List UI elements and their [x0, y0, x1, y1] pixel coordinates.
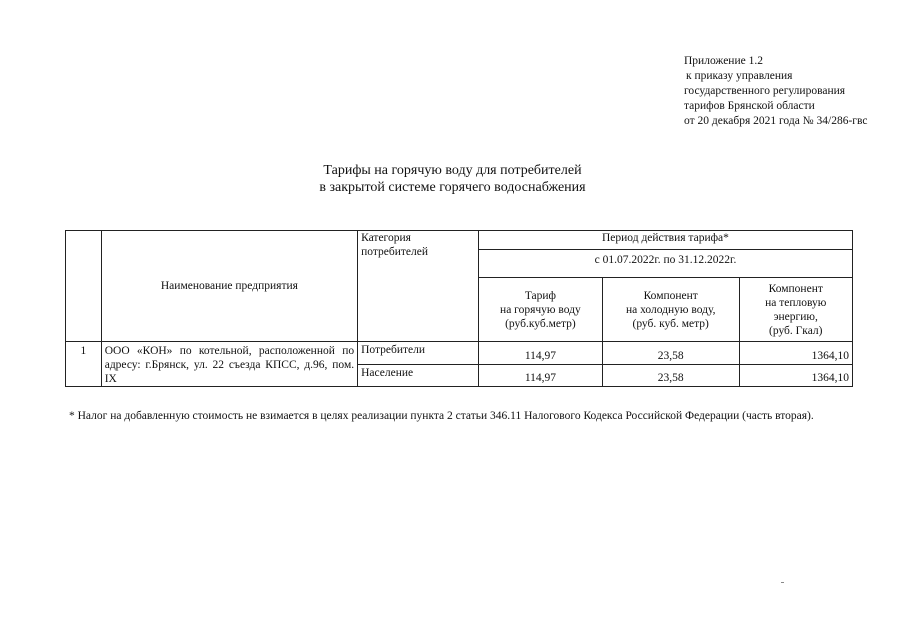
header-category-cell	[358, 231, 479, 342]
cold-value: 23,58	[657, 372, 684, 384]
row-tariff-cell	[478, 342, 602, 365]
header-heat-line: на тепловую	[765, 296, 827, 309]
scan-speck	[781, 582, 784, 583]
annex-line: тарифов Брянской области	[684, 100, 815, 112]
header-heat-line: Компонент	[768, 282, 823, 295]
table-row	[66, 342, 853, 365]
header-cold-cell	[602, 278, 739, 342]
header-tariff-line: Тариф	[524, 289, 557, 302]
row-heat-cell	[739, 342, 853, 365]
row-cold-cell	[602, 342, 739, 365]
footnote: * Налог на добавленную стоимость не взимается в целях реализации пункта 2 статьи 346.11 Налогового Кодекса Российской Федерации (часть вторая).	[69, 410, 814, 422]
row-cold-cell	[602, 365, 739, 387]
category-population: Население	[361, 367, 414, 379]
header-tariff-line: на горячую воду	[500, 303, 581, 316]
header-cold-line: (руб. куб. метр)	[632, 317, 709, 330]
annex-block	[684, 54, 867, 129]
header-name: Наименование предприятия	[160, 280, 298, 292]
annex-line: к приказу управления	[686, 70, 793, 82]
row-heat-cell	[739, 365, 853, 387]
header-heat-cell	[739, 278, 853, 342]
header-cold-line: на холодную воду,	[625, 303, 716, 316]
row-category-cell	[358, 365, 479, 387]
annex-line: от 20 декабря 2021 года № 34/286-гвс	[684, 115, 868, 127]
tariff-table	[65, 230, 853, 387]
row-category-cell	[358, 342, 479, 365]
header-dates-cell	[478, 250, 852, 278]
header-tariff-line: (руб.куб.метр)	[505, 317, 576, 330]
row-number-cell	[66, 342, 102, 387]
row-number: 1	[80, 345, 87, 357]
header-heat-line: энергию,	[773, 310, 818, 323]
header-heat-line: (руб. Гкал)	[769, 324, 823, 337]
company-name: ООО «КОН» по котельной, расположенной по адресу: г.Брянск, ул. 22 съезда КПСС, д.96, пом. IX	[104, 345, 355, 385]
cold-value: 23,58	[657, 350, 684, 362]
annex-line: государственного регулирования	[684, 85, 846, 97]
header-category: Категория потребителей	[361, 232, 428, 258]
title-line: Тарифы на горячую воду для потребителей	[323, 163, 582, 178]
header-name-cell	[101, 231, 357, 342]
row-tariff-cell	[478, 365, 602, 387]
header-period: Период действия тарифа*	[601, 232, 729, 244]
row-name-cell	[101, 342, 357, 387]
title-line: в закрытой системе горячего водоснабжения	[319, 180, 586, 195]
tariff-value: 114,97	[524, 350, 557, 362]
tariff-value: 114,97	[524, 372, 557, 384]
annex-line: Приложение 1.2	[684, 55, 763, 67]
header-cold-line: Компонент	[643, 289, 698, 302]
header-number-cell	[66, 231, 102, 342]
header-tariff-cell	[478, 278, 602, 342]
heat-value: 1364,10	[811, 350, 849, 362]
document-title	[0, 162, 905, 196]
category-consumers: Потребители	[361, 344, 426, 356]
heat-value: 1364,10	[811, 372, 849, 384]
header-period-cell	[478, 231, 852, 250]
header-dates: с 01.07.2022г. по 31.12.2022г.	[594, 254, 737, 266]
